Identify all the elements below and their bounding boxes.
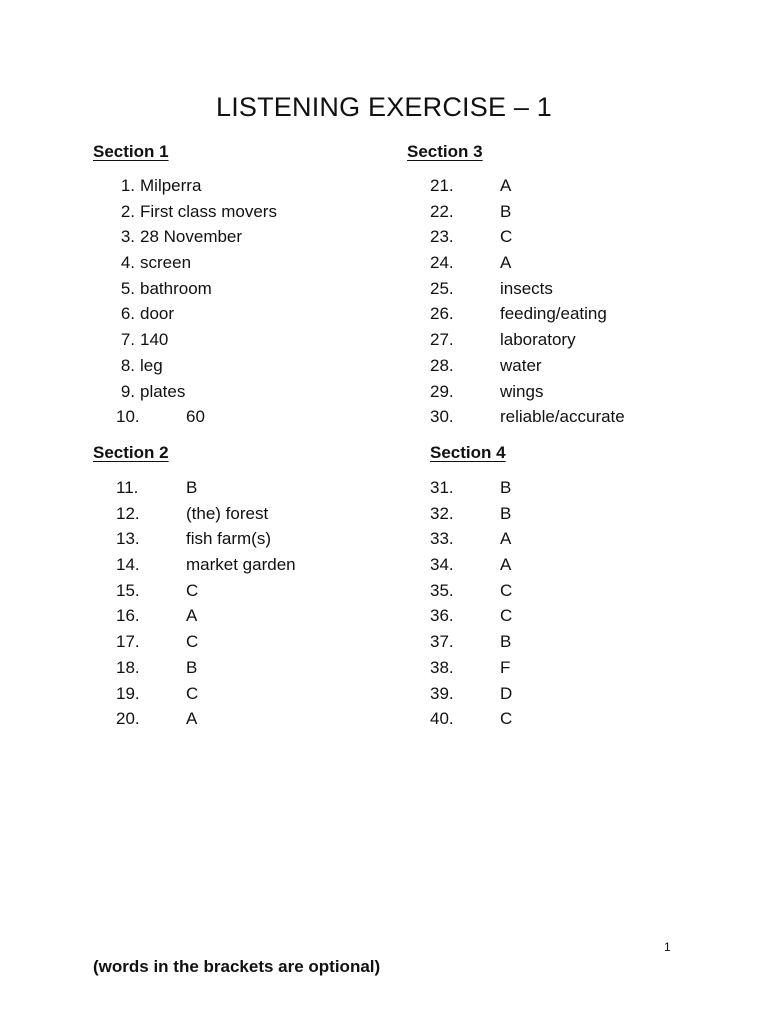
answer-row [430, 327, 730, 353]
answer-row [430, 501, 730, 527]
answer-text: B [186, 478, 198, 497]
answer-text: leg [140, 355, 163, 375]
question-number: 12. [116, 503, 140, 523]
section-3-heading: Section 3 [407, 142, 483, 161]
answer-row [430, 578, 730, 604]
question-number: 15. [116, 580, 140, 600]
answer-text: A [500, 529, 512, 549]
answer-text: screen [140, 253, 192, 273]
answer-row [93, 404, 393, 430]
question-number: 13. [116, 529, 140, 549]
question-number: 40. [430, 709, 454, 729]
question-number: 26. [430, 304, 454, 324]
answer-text: B [500, 632, 512, 652]
answer-text: reliable/accurate [500, 407, 625, 427]
answer-row [430, 681, 730, 707]
answer-text: plates [140, 381, 186, 401]
answer-text: C [186, 580, 199, 600]
answer-row [93, 199, 393, 225]
section-2-answer-list [116, 475, 416, 732]
question-number: 14. [116, 555, 140, 575]
answer-text: A [186, 606, 198, 626]
answer-row [430, 629, 730, 655]
question-number: 34. [430, 555, 454, 575]
footer-note: (words in the brackets are optional) [93, 957, 381, 976]
answer-text: Milperra [140, 176, 202, 195]
answer-row [93, 301, 393, 327]
answer-row [430, 404, 730, 430]
answer-text: C [186, 683, 199, 703]
answer-row [430, 276, 730, 302]
question-number: 39. [430, 683, 454, 703]
answer-row [93, 224, 393, 250]
answer-text: (the) forest [186, 503, 269, 523]
section-4-answer-list [430, 475, 730, 732]
question-number: 25. [430, 278, 454, 298]
question-number: 31. [430, 478, 454, 497]
answer-row [430, 603, 730, 629]
question-number: 9. [120, 381, 135, 401]
answer-row [430, 552, 730, 578]
answer-row [116, 475, 416, 501]
question-number: 32. [430, 503, 454, 523]
answer-row [116, 526, 416, 552]
question-number: 4. [120, 253, 135, 273]
answer-row [430, 173, 730, 199]
question-number: 37. [430, 632, 454, 652]
answer-text: F [500, 657, 511, 677]
answer-row [116, 681, 416, 707]
page-number: 1 [664, 940, 671, 954]
answer-row [93, 353, 393, 379]
answer-row [116, 629, 416, 655]
question-number: 6. [120, 304, 135, 324]
answer-row [93, 250, 393, 276]
answer-row [430, 199, 730, 225]
section-1-heading: Section 1 [93, 142, 169, 161]
page-title: LISTENING EXERCISE – 1 [215, 92, 552, 122]
answer-row [93, 327, 393, 353]
question-number: 38. [430, 657, 454, 677]
question-number: 19. [116, 683, 140, 703]
answer-text: 28 November [140, 227, 243, 247]
answer-text: A [500, 176, 512, 195]
answer-text: door [140, 304, 175, 324]
answer-text: B [500, 478, 512, 497]
answer-row [430, 475, 730, 501]
question-number: 18. [116, 657, 140, 677]
section-2-heading: Section 2 [93, 443, 169, 462]
answer-text: C [500, 227, 513, 247]
question-number: 17. [116, 632, 140, 652]
answer-text: fish farm(s) [186, 529, 271, 549]
answer-row [430, 301, 730, 327]
question-number: 5. [120, 278, 135, 298]
answer-text: laboratory [500, 330, 576, 350]
answer-row [430, 655, 730, 681]
answer-text: C [500, 606, 513, 626]
question-number: 36. [430, 606, 454, 626]
question-number: 30. [430, 407, 454, 427]
answer-text: 60 [186, 407, 205, 427]
answer-text: C [500, 580, 513, 600]
answer-text: wings [500, 381, 544, 401]
question-number: 24. [430, 253, 454, 273]
answer-text: B [186, 657, 198, 677]
answer-row [430, 353, 730, 379]
answer-text: A [186, 709, 198, 729]
answer-row [430, 706, 730, 732]
answer-row [116, 706, 416, 732]
question-number: 23. [430, 227, 454, 247]
question-number: 28. [430, 355, 454, 375]
section-1-answer-list [93, 173, 393, 430]
question-number: 3. [120, 227, 135, 247]
answer-text: feeding/eating [500, 304, 607, 324]
answer-row [430, 250, 730, 276]
answer-text: C [186, 632, 199, 652]
answer-text: B [500, 503, 512, 523]
question-number: 10. [116, 407, 140, 427]
section-3-answer-list [430, 173, 730, 430]
answer-row [430, 379, 730, 405]
question-number: 20. [116, 709, 140, 729]
answer-row [116, 603, 416, 629]
answer-text: insects [500, 278, 553, 298]
answer-row [116, 578, 416, 604]
question-number: 2. [120, 201, 135, 221]
answer-text: B [500, 201, 512, 221]
answer-row [93, 276, 393, 302]
answer-text: D [500, 683, 513, 703]
answer-row [93, 173, 393, 199]
question-number: 16. [116, 606, 140, 626]
question-number: 11. [116, 478, 139, 497]
answer-text: 140 [140, 330, 169, 350]
answer-text: water [500, 355, 542, 375]
question-number: 1. [120, 176, 135, 195]
answer-text: A [500, 253, 512, 273]
question-number: 29. [430, 381, 454, 401]
answer-text: First class movers [140, 201, 277, 221]
question-number: 33. [430, 529, 454, 549]
answer-row [116, 655, 416, 681]
answer-row [430, 224, 730, 250]
section-4-heading: Section 4 [430, 443, 506, 462]
answer-text: C [500, 709, 513, 729]
answer-text: bathroom [140, 278, 212, 298]
question-number: 35. [430, 580, 454, 600]
question-number: 8. [120, 355, 135, 375]
question-number: 27. [430, 330, 454, 350]
answer-text: A [500, 555, 512, 575]
question-number: 7. [120, 330, 135, 350]
answer-row [93, 379, 393, 405]
question-number: 22. [430, 201, 454, 221]
answer-row [430, 526, 730, 552]
question-number: 21. [430, 176, 454, 195]
answer-row [116, 501, 416, 527]
answer-text: market garden [186, 555, 296, 575]
answer-row [116, 552, 416, 578]
